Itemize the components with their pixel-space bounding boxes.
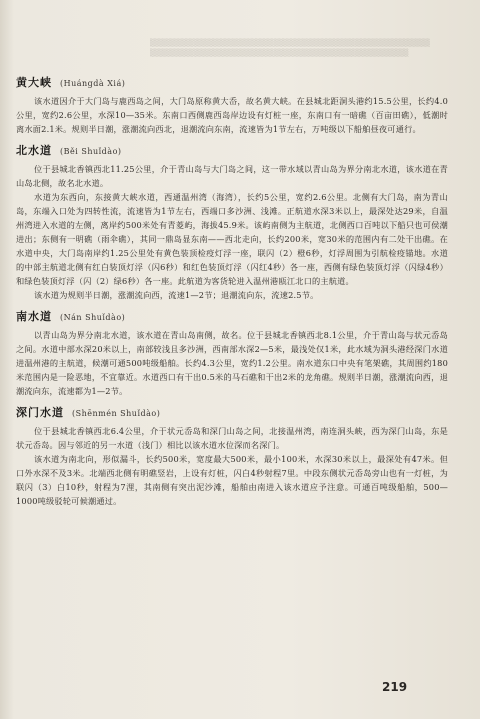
section-title: 黄大峡 — [16, 76, 52, 89]
paragraph: 该水道因介于大门岛与鹿西岛之间，大门岛原称黄大岙，故名黄大峡。在县城北距洞头港约15.5公里，长约4.0公里，宽约2.6公里，水深10—35米。东南口西侧鹿西岛岸边设有灯桩一座，东南口有一暗礁（百亩田礁），低潮时离水面2.1米。规则半日潮，涨潮流向西北，退潮流向东南，流速皆为1节左右，万吨级以下船舶昼夜可通行。 — [16, 96, 448, 134]
section-title: 北水道 — [16, 144, 52, 157]
section-huangdaxia — [16, 74, 448, 136]
section-title: 深门水道 — [16, 406, 64, 419]
show-through-text: ▒▒▒▒▒▒▒▒▒▒▒▒▒▒▒▒▒▒▒▒▒▒▒▒▒▒▒▒▒▒▒▒▒▒▒▒▒▒▒▒▒▒▒▒▒▒▒▒▒▒▒▒ ▒▒▒▒▒▒▒▒▒▒▒▒▒▒▒▒▒▒▒▒▒▒▒▒▒▒▒▒▒▒▒▒▒▒▒▒▒▒▒▒▒▒▒▒▒▒▒▒ — [150, 39, 430, 57]
section-title: 南水道 — [16, 310, 52, 323]
page-content — [16, 68, 448, 508]
section-pinyin: (Shēnmén Shuǐdào) — [72, 409, 161, 418]
paragraph: 该水道为南北向，形似漏斗，长约500米，宽度最大500米，最小100米，水深30米以上，最深处有47米。但口外水深不及3米。北端西北侧有明礁竖岩，上设有灯桩，闪白4秒射程7里。中段东侧状元岙岛旁山也有一灯桩，为联闪（3）白10秒，射程为7浬，其南侧有突出泥沙滩，船舶由南进入该水道应予注意。可通百吨级船舶，500—1000吨级驳轮可候潮通过。 — [16, 454, 448, 506]
section-pinyin: (Běi Shuǐdào) — [60, 147, 122, 156]
paragraph: 水道为东西向，东接黄大峡水道，西通温州湾（海湾），长约5公里，宽约2.6公里。北侧有大门岛，南为青山岛，东端入口处为四转性流，流速皆为1节左右，西端口多沙洲、浅滩。正航道水深3米以上，最深处达29米，自温州湾进入水道的左侧，离岸约500米处有青菱屿，海拔45.9米。该屿南侧为主航道，北侧西口百吨以下船只也可侯潮进出；东侧有一明礁（雨伞礁），其同一鼎岛显东南——西北走向，长约200米，宽30米的范围内有二处干出礁。在水道中央，大门岛南岸约1.25公里处有黄色装顶检疫灯浮一座，联闪（2）橙6秒，灯浮周围为引航检疫锚地。水道的中部主航道北侧有红白装顶灯浮（闪6秒）和红色装顶灯浮（闪红4秒）各一座，西侧有绿色装顶灯浮（闪绿4秒）和绿色装顶灯浮（闪（2）绿6秒）各一座。此航道为客货轮进入温州港瓯江北口的主航道。 — [16, 192, 448, 286]
section-heading — [16, 74, 448, 94]
section-heading — [16, 308, 448, 328]
paragraph: 该水道为规则半日潮，涨潮流向西，流速1—2节；退潮流向东，流速2.5节。 — [34, 290, 319, 300]
section-heading — [16, 142, 448, 162]
paragraph: 以青山岛为界分南北水道，该水道在青山岛南侧，故名。位于县城北香镇西北8.1公里，介于青山岛与状元岙岛之间。水道中部水深20米以上，南部较浅且多沙洲，西南部水深2—5米，最浅处仅1米，此水域为洞头港经深门水道进温州港的主航道，候潮可通500吨级船舶。长约4.3公里，宽约1.2公里。南水道东口中央有笔架礁，其周围约180米范围内是一险恶地，不宜靠近。水道西口有干出0.5米的马石礁和干出2米的龙角礁。规则半日潮，涨潮流向西，退潮流向东，流速都为1—2节。 — [16, 330, 448, 396]
paragraph: 位于县城北香镇西北6.4公里，介于状元岙岛和深门山岛之间，北接温州湾，南连洞头峡，西为深门山岛，东是状元岙岛。因与邻近的另一水道（浅门）相比以该水道水位深而名深门。 — [16, 426, 448, 450]
section-shenmenshuidao — [16, 404, 448, 508]
section-pinyin: (Nán Shuǐdào) — [60, 313, 126, 322]
section-beishuidao — [16, 142, 448, 302]
section-nanshuidao — [16, 308, 448, 398]
paragraph: 位于县城北香镇西北11.25公里，介于青山岛与大门岛之间，这一带水域以青山岛为界分南北水道，该水道在青山岛北侧，故名北水道。 — [16, 164, 448, 188]
page-number: 219 — [382, 680, 408, 694]
section-heading — [16, 404, 448, 424]
section-pinyin: (Huángdà Xiá) — [60, 79, 126, 88]
